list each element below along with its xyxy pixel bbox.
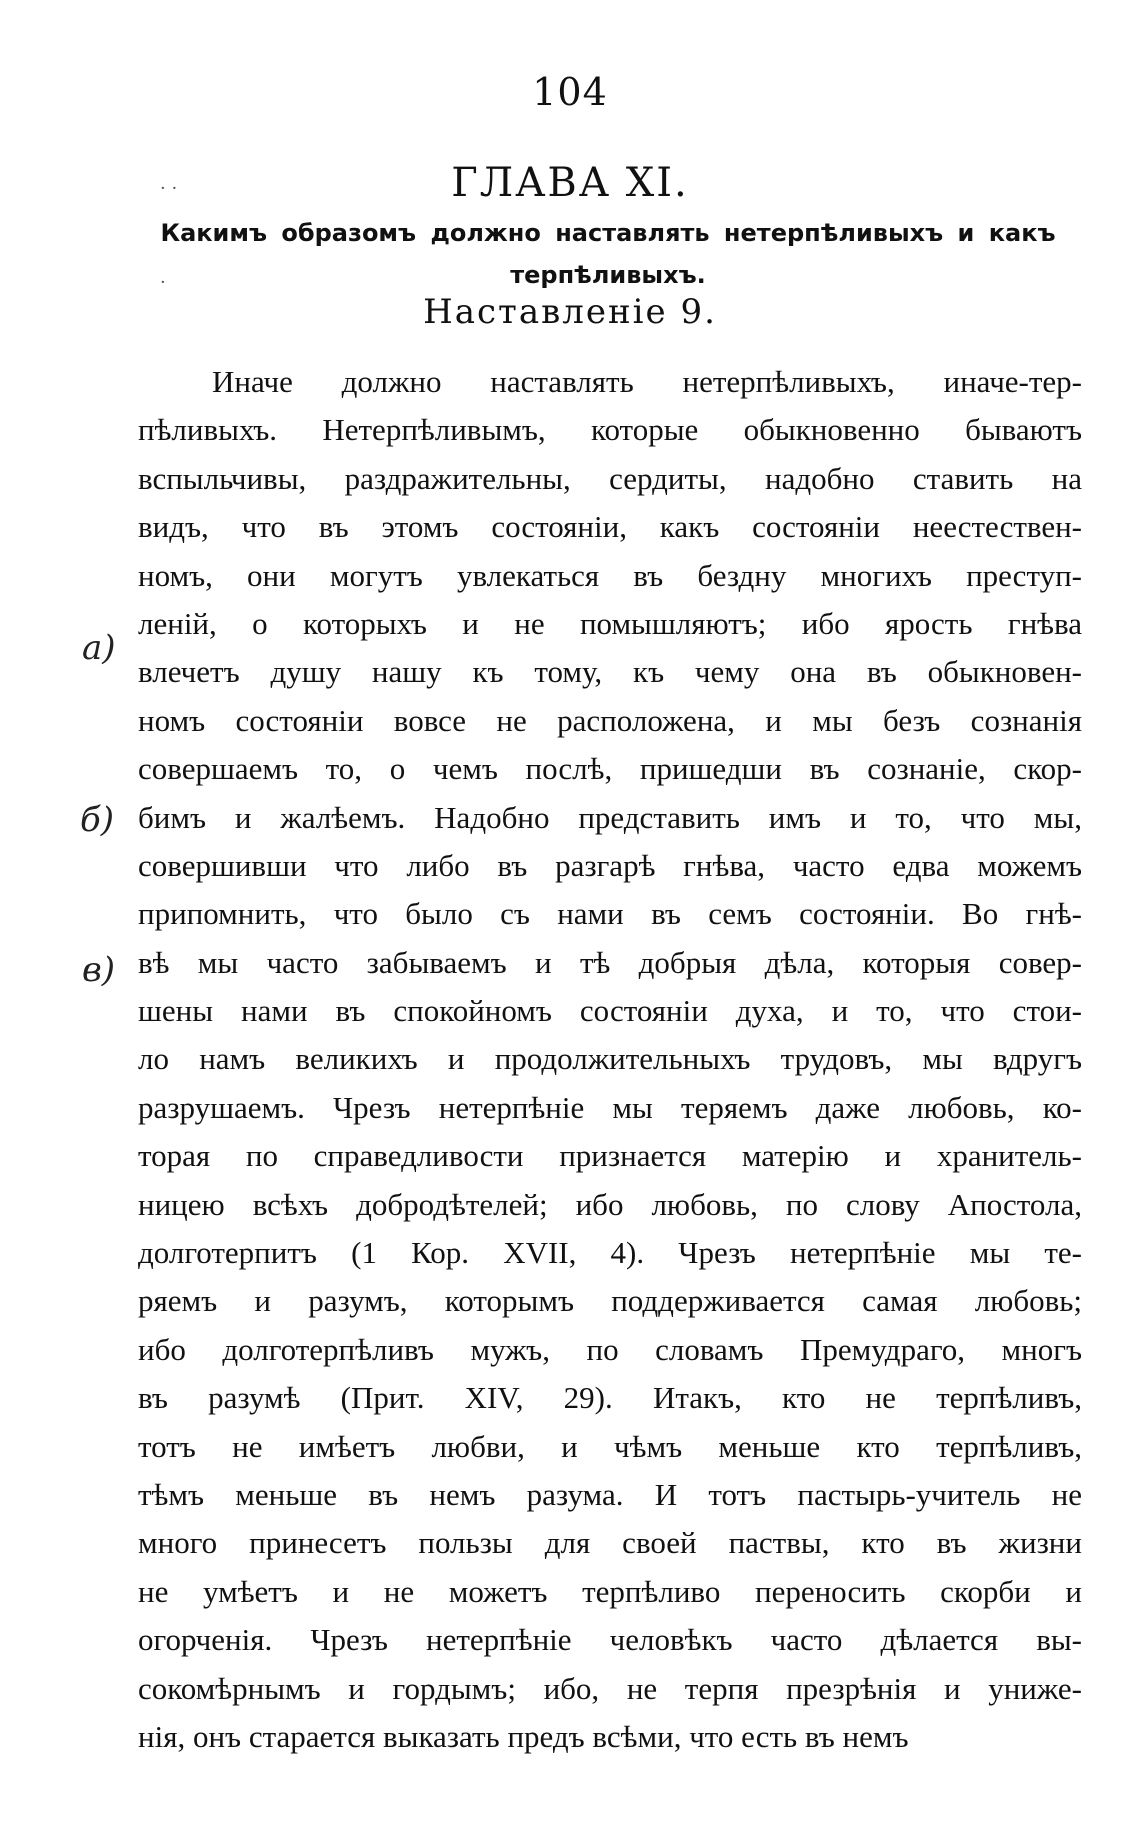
text-line: шены нами въ спокойномъ состояніи духа, и то, что стои- xyxy=(138,993,1082,1029)
text-line: разрушаемъ. Чрезъ нетерпѣніе мы теряемъ даже любовь, ко- xyxy=(138,1089,1082,1125)
text-line: въ разумѣ (Прит. XIV, 29). Итакъ, кто не терпѣливъ, xyxy=(138,1380,1082,1416)
text-line: вспыльчивы, раздражительны, сердиты, надобно ставить на xyxy=(138,460,1082,496)
text-line: долготерпитъ (1 Кор. XVII, 4). Чрезъ нетерпѣніе мы те- xyxy=(138,1235,1082,1271)
text-line: леній, о которыхъ и не помышляютъ; ибо ярость гнѣва xyxy=(138,605,1082,641)
chapter-subtitle: Какимъ образомъ должно наставлять нетерпѣливыхъ и какъ терпѣливыхъ. xyxy=(160,219,1056,289)
text-line: торая по справедливости признается матерію и хранитель- xyxy=(138,1138,1082,1174)
text-line: не умѣетъ и не можетъ терпѣливо переносить скорби и xyxy=(138,1573,1082,1609)
margin-note-b: б) xyxy=(80,800,115,840)
text-line: нія, онъ старается выказать предъ всѣми, что есть въ немъ xyxy=(138,1718,909,1754)
text-line: ницею всѣхъ добродѣтелей; ибо любовь, по слову Апостола, xyxy=(138,1186,1082,1222)
text-line: припомнить, что было съ нами въ семъ состояніи. Во гнѣ- xyxy=(138,896,1082,932)
page-number: 104 xyxy=(532,70,608,114)
text-line: влечетъ душу нашу къ тому, къ чему она въ обыкновен- xyxy=(138,654,1082,690)
margin-note-a: а) xyxy=(82,628,116,668)
text-line: совершивши что либо въ разгарѣ гнѣва, часто едва можемъ xyxy=(138,847,1082,883)
text-line: совершаемъ то, о чемъ послѣ, пришедши въ сознаніе, скор- xyxy=(138,751,1082,787)
chapter-title: ГЛАВА XI. xyxy=(451,160,689,206)
text-line: номъ, они могутъ увлекаться въ бездну многихъ преступ- xyxy=(138,557,1082,593)
text-line: номъ состояніи вовсе не расположена, и мы безъ сознанія xyxy=(138,702,1082,738)
body-text xyxy=(138,358,1082,1761)
stray-mark: · xyxy=(160,272,166,293)
text-line: ибо долготерпѣливъ мужъ, по словамъ Премудраго, многъ xyxy=(138,1331,1082,1367)
text-line: тѣмъ меньше въ немъ разума. И тотъ пастырь-учитель не xyxy=(138,1476,1082,1512)
text-line: тотъ не имѣетъ любви, и чѣмъ меньше кто терпѣливъ, xyxy=(138,1428,1082,1464)
stray-mark: · · xyxy=(160,178,178,199)
text-line: много принесетъ пользы для своей паствы, кто въ жизни xyxy=(138,1525,1082,1561)
text-line: видъ, что въ этомъ состояніи, какъ состояніи неестествен- xyxy=(138,509,1082,545)
instruction-title: Наставленіе 9. xyxy=(423,292,717,332)
text-line: пѣливыхъ. Нетерпѣливымъ, которые обыкновенно бываютъ xyxy=(138,412,1082,448)
text-line: бимъ и жалѣемъ. Надобно представить имъ и то, что мы, xyxy=(138,799,1082,835)
text-line: Иначе должно наставлять нетерпѣливыхъ, иначе-тер- xyxy=(212,364,1082,399)
text-line: вѣ мы часто забываемъ и тѣ добрыя дѣла, которыя совер- xyxy=(138,944,1082,980)
text-line: огорченія. Чрезъ нетерпѣніе человѣкъ часто дѣлается вы- xyxy=(138,1622,1082,1658)
text-line: сокомѣрнымъ и гордымъ; ибо, не терпя презрѣнія и униже- xyxy=(138,1670,1082,1706)
text-line: ряемъ и разумъ, которымъ поддерживается самая любовь; xyxy=(138,1283,1082,1319)
margin-note-c: в) xyxy=(82,950,116,990)
text-line: ло намъ великихъ и продолжительныхъ трудовъ, мы вдругъ xyxy=(138,1041,1082,1077)
